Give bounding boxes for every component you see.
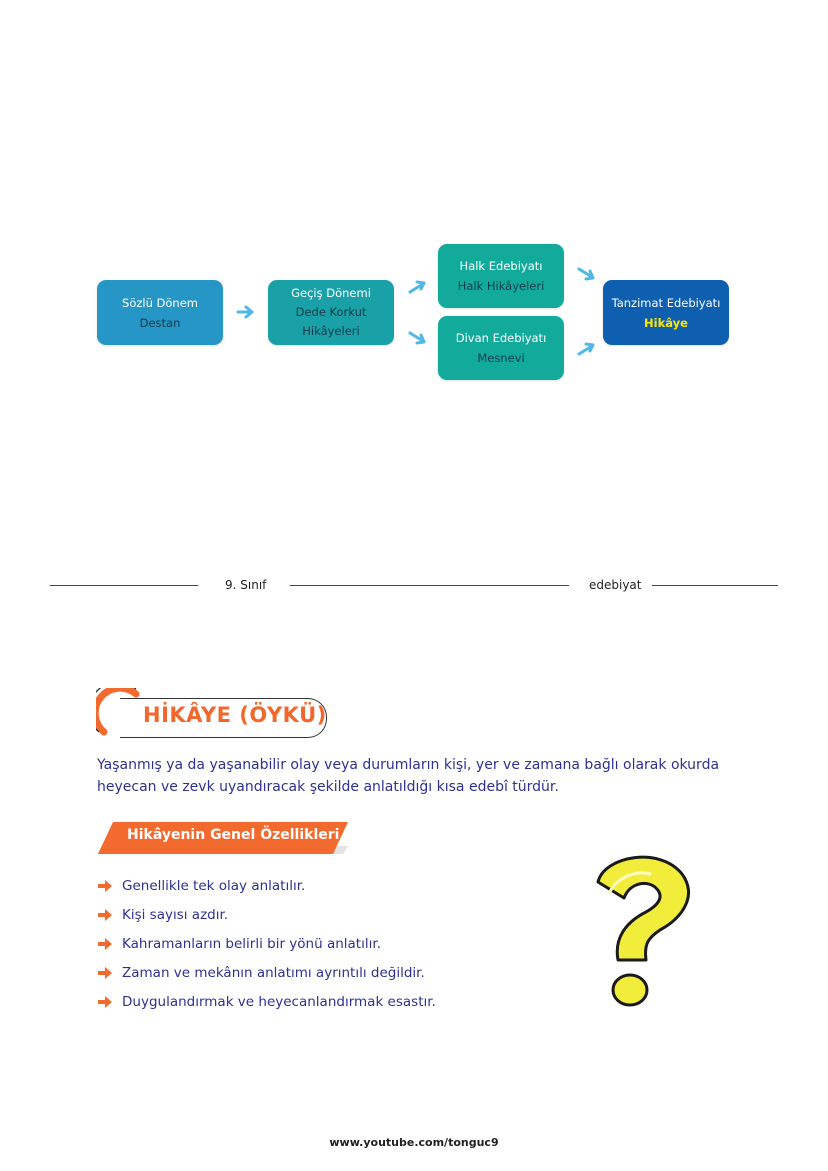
badge-arc-icon (96, 688, 140, 740)
footer-url: www.youtube.com/tonguc9 (329, 1136, 499, 1149)
arrow-right-icon (97, 880, 113, 892)
list-item (97, 958, 436, 987)
arrow-up-right-icon (407, 279, 427, 295)
features-list (97, 871, 436, 1016)
flow-box-sub: Destan (139, 315, 181, 330)
arrow-right-icon (97, 938, 113, 950)
arrow-down-right-icon (576, 266, 596, 282)
flow-box-sub-highlight: Hikâye (644, 315, 688, 330)
list-item (97, 929, 436, 958)
feature-text: Genellikle tek olay anlatılır. (122, 877, 306, 894)
flow-box-title: Sözlü Dönem (122, 295, 198, 310)
flow-box-title: Divan Edebiyatı (455, 331, 547, 345)
flow-box-sub: Mesnevi (477, 351, 525, 365)
flow-box-sub: Dede Korkut (295, 305, 367, 319)
question-mark-icon (590, 852, 700, 1012)
section-title: HİKÂYE (ÖYKÜ) (143, 703, 327, 727)
arrow-up-right-icon (576, 341, 596, 357)
flow-box-sub: Halk Hikâyeleri (457, 279, 545, 293)
header-rule (290, 585, 569, 586)
list-item (97, 871, 436, 900)
flow-box-tanzimat-edebiyati (603, 280, 729, 345)
flow-box-title: Tanzimat Edebiyatı (611, 295, 721, 310)
flow-box-halk-edebiyati (438, 244, 564, 308)
definition-text: Yaşanmış ya da yaşanabilir olay veya durumların kişi, yer ve zamana bağlı olarak okurda heyecan ve zevk uyandıracak şekilde anlatıldığı kısa edebî türdür. (97, 757, 720, 795)
feature-text: Kahramanların belirli bir yönü anlatılır. (122, 935, 381, 952)
list-item (97, 987, 436, 1016)
arrow-right-icon (236, 305, 256, 319)
header-rule (50, 585, 198, 586)
flow-box-divan-edebiyati (438, 316, 564, 380)
feature-text: Zaman ve mekânın anlatımı ayrıntılı değildir. (122, 964, 425, 981)
features-ribbon-label: Hikâyenin Genel Özellikleri (127, 827, 340, 843)
feature-text: Kişi sayısı azdır. (122, 906, 229, 923)
list-item (97, 900, 436, 929)
subject-label: edebiyat (589, 578, 642, 592)
feature-text: Duygulandırmak ve heyecanlandırmak esastır. (122, 993, 436, 1010)
flow-box-title: Halk Edebiyatı (459, 259, 543, 273)
grade-label: 9. Sınıf (225, 578, 267, 592)
flow-box-sozlu-donem (97, 280, 223, 345)
arrow-down-right-icon (407, 330, 427, 346)
header-rule (652, 585, 778, 586)
arrow-right-icon (97, 996, 113, 1008)
arrow-right-icon (97, 909, 113, 921)
arrow-right-icon (97, 967, 113, 979)
flow-box-sub: Hikâyeleri (302, 324, 360, 338)
flow-box-title: Geçiş Dönemi (291, 286, 371, 300)
flow-box-gecis-donemi (268, 280, 394, 345)
